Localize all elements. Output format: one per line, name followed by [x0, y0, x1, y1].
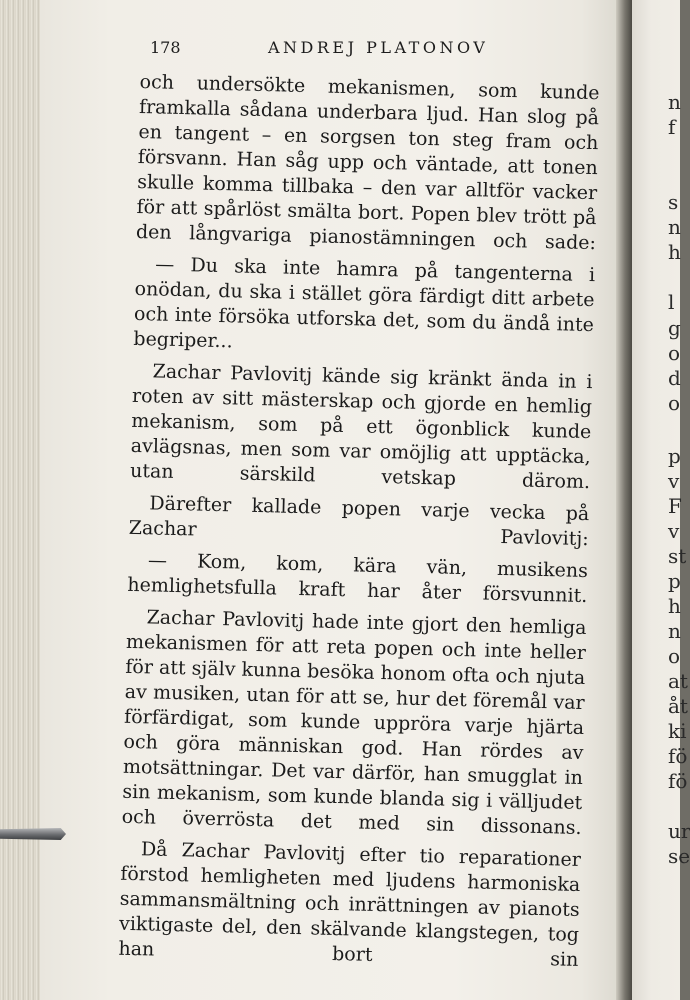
next-page-fragment: fö	[668, 769, 688, 793]
next-page-fragment: d	[668, 366, 681, 390]
next-page-fragment: v	[668, 519, 680, 543]
page-body	[118, 70, 600, 973]
paragraph: — Du ska inte hamra på tangenterna i onödan, du ska i stället göra färdigt ditt arbete och inte försöka utforska det, som du ändå inte begriper...	[133, 253, 596, 353]
next-page-fragment: o	[668, 341, 681, 365]
next-page-fragment: o	[668, 644, 681, 668]
next-page-fragment: g	[668, 316, 681, 340]
next-page-fragment: at	[668, 669, 688, 693]
paragraph: — Kom, kom, kära vän, musikens hemlighetsfulla kraft har åter försvunnit.	[127, 549, 589, 608]
next-page-fragment: h	[668, 594, 681, 618]
next-page-fragment: ki	[668, 719, 687, 743]
next-page-fragment: o	[668, 391, 681, 415]
next-page-fragment: se	[668, 844, 690, 868]
paragraph: Zachar Pavlovitj kände sig kränkt ända in i roten av sitt mästerskap och gjorde en hemlig mekanism, som på ett ögonblick kunde avlägsnas, men som var omöjlig att upptäcka, utan särskild vetskap därom.	[129, 360, 593, 494]
next-page-fragment: F	[668, 494, 682, 518]
paragraph: Zachar Pavlovitj hade inte gjort den hemliga mekanismen för att reta popen och inte heller för att själv kunna besöka honom ofta och njuta av musiken, utan för att se, hur det föremål var förfärdigat, som kunde uppröra varje hjärta och göra människan god. Han rördes av motsättningar. Det var därför, han smugglat in sin mekanism, som kunde blanda sig i välljudet och överrösta det med sin dissonans.	[121, 606, 587, 840]
next-page-fragment: st	[668, 544, 687, 568]
page-edges	[0, 0, 44, 1000]
book-gutter	[616, 0, 632, 1000]
next-page-fragment: v	[668, 469, 680, 493]
page-number: 178	[150, 38, 181, 57]
next-page-fragment: l	[668, 290, 675, 314]
paragraph: Då Zachar Pavlovitj efter tio reparationer förstod hemligheten med ljudens harmoniska sammansmältning och inrättningen av pianots viktigaste del, den skälvande klangstegen, tog han bort sin	[118, 838, 582, 971]
next-page-fragment: n	[668, 90, 681, 114]
bookmark-ribbon	[0, 828, 66, 840]
next-page-fragment: ur	[668, 819, 690, 843]
paragraph: Därefter kallade popen varje vecka på Zachar Pavlovitj:	[128, 492, 590, 551]
running-head: ANDREJ PLATONOV	[268, 38, 489, 57]
next-page-fragment: p	[668, 569, 681, 593]
next-page-fragment: h	[668, 240, 681, 264]
next-page-fragment: n	[668, 619, 681, 643]
next-page-fragment: p	[668, 444, 681, 468]
next-page-fragment: n	[668, 215, 681, 239]
paragraph: och undersökte mekanismen, som kunde framkalla sådana underbara ljud. Han slog på en tangent – en sorgsen ton steg fram och försvann. Han såg upp och väntade, att tonen skulle komma tillbaka – den var alltför vacker för att spårlöst smälta bort. Popen blev trött på den långvariga pianostämningen och sade:	[135, 70, 600, 255]
next-page-fragment: åt	[668, 694, 688, 718]
page-header	[150, 38, 510, 60]
next-page-fragment: fö	[668, 744, 688, 768]
right-page	[632, 0, 690, 1000]
next-page-fragment: s	[668, 190, 679, 214]
next-page-fragment: f	[668, 115, 676, 139]
